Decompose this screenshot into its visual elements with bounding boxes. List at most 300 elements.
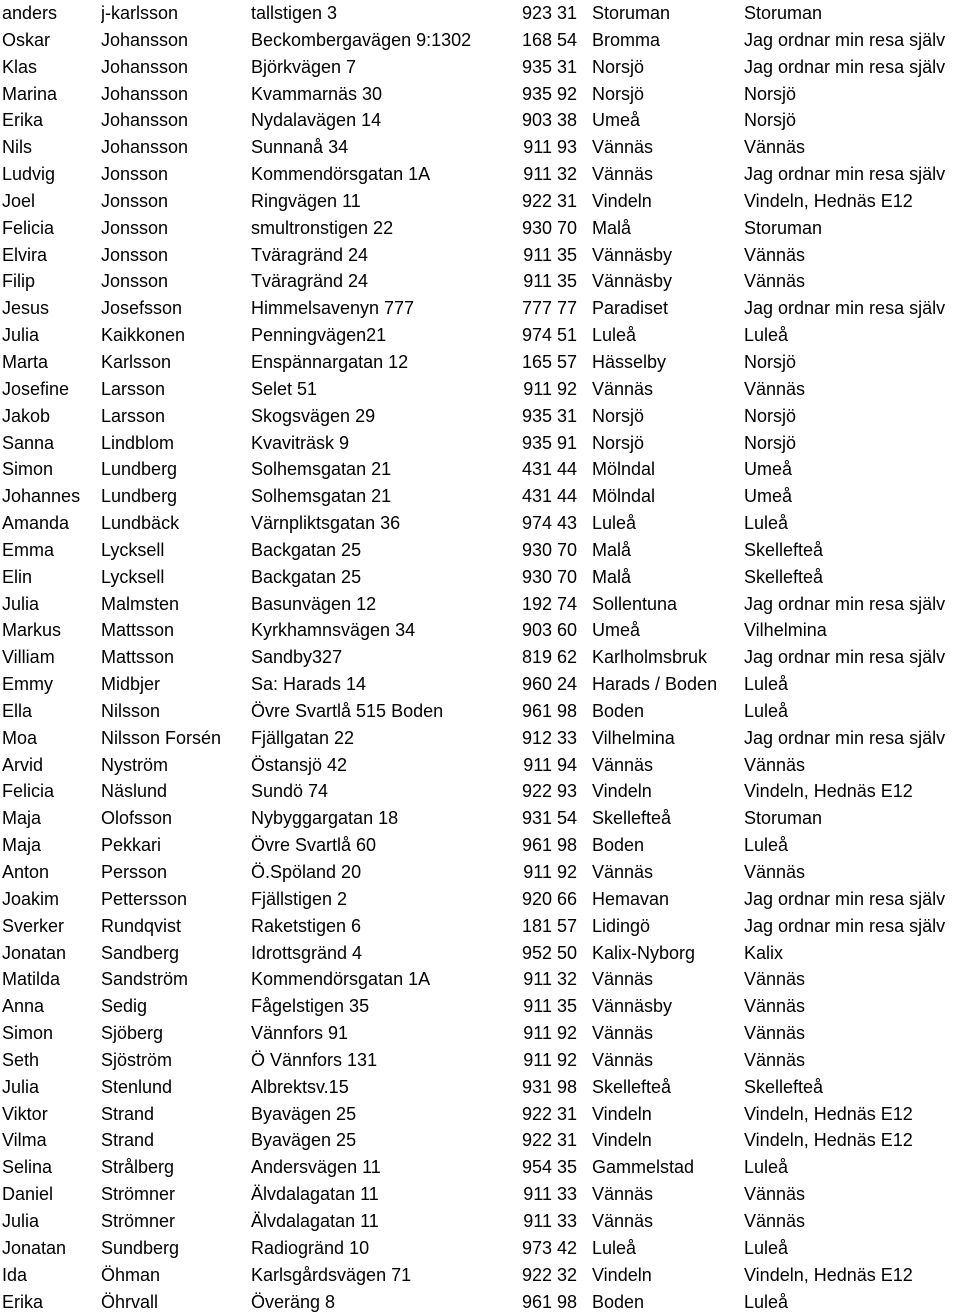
destination-cell: Luleå bbox=[744, 322, 960, 349]
address-cell: Basunvägen 12 bbox=[251, 591, 503, 618]
table-row bbox=[0, 215, 960, 242]
destination-cell: Luleå bbox=[744, 1235, 960, 1262]
postal-code-cell: 922 31 bbox=[503, 1101, 588, 1128]
first-name-cell: Josefine bbox=[0, 376, 101, 403]
address-cell: tallstigen 3 bbox=[251, 0, 503, 27]
first-name-cell: Amanda bbox=[0, 510, 101, 537]
city-cell: Storuman bbox=[588, 0, 744, 27]
postal-code-cell: 931 98 bbox=[503, 1074, 588, 1101]
table-row bbox=[0, 886, 960, 913]
destination-cell: Jag ordnar min resa själv bbox=[744, 913, 960, 940]
postal-code-cell: 192 74 bbox=[503, 591, 588, 618]
last-name-cell: Nyström bbox=[101, 752, 251, 779]
destination-cell: Storuman bbox=[744, 215, 960, 242]
destination-cell: Skellefteå bbox=[744, 564, 960, 591]
destination-cell: Vännäs bbox=[744, 242, 960, 269]
last-name-cell: Sandberg bbox=[101, 940, 251, 967]
postal-code-cell: 912 33 bbox=[503, 725, 588, 752]
first-name-cell: Daniel bbox=[0, 1181, 101, 1208]
first-name-cell: Emmy bbox=[0, 671, 101, 698]
table-row bbox=[0, 993, 960, 1020]
postal-code-cell: 974 43 bbox=[503, 510, 588, 537]
postal-code-cell: 911 32 bbox=[503, 161, 588, 188]
city-cell: Vännäs bbox=[588, 1181, 744, 1208]
destination-cell: Norsjö bbox=[744, 81, 960, 108]
address-cell: Solhemsgatan 21 bbox=[251, 456, 503, 483]
address-cell: Sunnanå 34 bbox=[251, 134, 503, 161]
city-cell: Skellefteå bbox=[588, 805, 744, 832]
address-cell: Tväragränd 24 bbox=[251, 242, 503, 269]
destination-cell: Luleå bbox=[744, 1289, 960, 1315]
destination-cell: Jag ordnar min resa själv bbox=[744, 725, 960, 752]
address-cell: Raketstigen 6 bbox=[251, 913, 503, 940]
last-name-cell: Öhrvall bbox=[101, 1289, 251, 1315]
first-name-cell: Villiam bbox=[0, 644, 101, 671]
postal-code-cell: 935 31 bbox=[503, 403, 588, 430]
first-name-cell: Anton bbox=[0, 859, 101, 886]
city-cell: Sollentuna bbox=[588, 591, 744, 618]
table-row bbox=[0, 403, 960, 430]
address-cell: Fågelstigen 35 bbox=[251, 993, 503, 1020]
address-cell: Ö.Spöland 20 bbox=[251, 859, 503, 886]
first-name-cell: Johannes bbox=[0, 483, 101, 510]
destination-cell: Vännäs bbox=[744, 1047, 960, 1074]
postal-code-cell: 911 92 bbox=[503, 376, 588, 403]
table-row bbox=[0, 0, 960, 27]
first-name-cell: Julia bbox=[0, 1208, 101, 1235]
table-row bbox=[0, 1235, 960, 1262]
table-row bbox=[0, 671, 960, 698]
postal-code-cell: 911 92 bbox=[503, 1047, 588, 1074]
last-name-cell: Jonsson bbox=[101, 242, 251, 269]
table-row bbox=[0, 1020, 960, 1047]
postal-code-cell: 911 93 bbox=[503, 134, 588, 161]
last-name-cell: Johansson bbox=[101, 134, 251, 161]
address-cell: Kommendörsgatan 1A bbox=[251, 966, 503, 993]
destination-cell: Vilhelmina bbox=[744, 617, 960, 644]
table-row bbox=[0, 107, 960, 134]
address-cell: Sa: Harads 14 bbox=[251, 671, 503, 698]
city-cell: Vännäs bbox=[588, 1020, 744, 1047]
address-cell: Andersvägen 11 bbox=[251, 1154, 503, 1181]
address-cell: Karlsgårdsvägen 71 bbox=[251, 1262, 503, 1289]
postal-code-cell: 819 62 bbox=[503, 644, 588, 671]
postal-code-cell: 961 98 bbox=[503, 1289, 588, 1315]
first-name-cell: Arvid bbox=[0, 752, 101, 779]
table-row bbox=[0, 188, 960, 215]
city-cell: Malå bbox=[588, 215, 744, 242]
last-name-cell: Strand bbox=[101, 1127, 251, 1154]
table-row bbox=[0, 161, 960, 188]
table-row bbox=[0, 698, 960, 725]
last-name-cell: Midbjer bbox=[101, 671, 251, 698]
postal-code-cell: 911 94 bbox=[503, 752, 588, 779]
first-name-cell: Simon bbox=[0, 1020, 101, 1047]
table-row bbox=[0, 644, 960, 671]
last-name-cell: Rundqvist bbox=[101, 913, 251, 940]
table-row bbox=[0, 564, 960, 591]
address-cell: Byavägen 25 bbox=[251, 1127, 503, 1154]
city-cell: Vännäsby bbox=[588, 268, 744, 295]
address-cell: Backgatan 25 bbox=[251, 564, 503, 591]
destination-cell: Umeå bbox=[744, 483, 960, 510]
city-cell: Vännäs bbox=[588, 161, 744, 188]
destination-cell: Norsjö bbox=[744, 349, 960, 376]
last-name-cell: Mattsson bbox=[101, 644, 251, 671]
table-row bbox=[0, 1127, 960, 1154]
address-cell: Tväragränd 24 bbox=[251, 268, 503, 295]
city-cell: Vilhelmina bbox=[588, 725, 744, 752]
table-row bbox=[0, 456, 960, 483]
first-name-cell: Maja bbox=[0, 832, 101, 859]
address-cell: Ringvägen 11 bbox=[251, 188, 503, 215]
destination-cell: Jag ordnar min resa själv bbox=[744, 886, 960, 913]
city-cell: Malå bbox=[588, 537, 744, 564]
first-name-cell: Erika bbox=[0, 107, 101, 134]
destination-cell: Vännäs bbox=[744, 376, 960, 403]
city-cell: Hässelby bbox=[588, 349, 744, 376]
last-name-cell: Strand bbox=[101, 1101, 251, 1128]
destination-cell: Jag ordnar min resa själv bbox=[744, 644, 960, 671]
city-cell: Vindeln bbox=[588, 1127, 744, 1154]
last-name-cell: Öhman bbox=[101, 1262, 251, 1289]
last-name-cell: Sundberg bbox=[101, 1235, 251, 1262]
destination-cell: Umeå bbox=[744, 456, 960, 483]
city-cell: Mölndal bbox=[588, 456, 744, 483]
postal-code-cell: 930 70 bbox=[503, 215, 588, 242]
destination-cell: Luleå bbox=[744, 1154, 960, 1181]
table-row bbox=[0, 1181, 960, 1208]
first-name-cell: Julia bbox=[0, 322, 101, 349]
city-cell: Mölndal bbox=[588, 483, 744, 510]
postal-code-cell: 954 35 bbox=[503, 1154, 588, 1181]
last-name-cell: Strålberg bbox=[101, 1154, 251, 1181]
postal-code-cell: 911 33 bbox=[503, 1208, 588, 1235]
first-name-cell: Markus bbox=[0, 617, 101, 644]
destination-cell: Norsjö bbox=[744, 107, 960, 134]
destination-cell: Vindeln, Hednäs E12 bbox=[744, 1262, 960, 1289]
last-name-cell: Lindblom bbox=[101, 430, 251, 457]
city-cell: Vännäs bbox=[588, 752, 744, 779]
first-name-cell: Emma bbox=[0, 537, 101, 564]
postal-code-cell: 911 35 bbox=[503, 242, 588, 269]
last-name-cell: Lycksell bbox=[101, 537, 251, 564]
first-name-cell: Klas bbox=[0, 54, 101, 81]
first-name-cell: Selina bbox=[0, 1154, 101, 1181]
first-name-cell: Oskar bbox=[0, 27, 101, 54]
table-row bbox=[0, 54, 960, 81]
postal-code-cell: 935 31 bbox=[503, 54, 588, 81]
destination-cell: Luleå bbox=[744, 698, 960, 725]
city-cell: Gammelstad bbox=[588, 1154, 744, 1181]
address-cell: Sandby327 bbox=[251, 644, 503, 671]
postal-code-cell: 920 66 bbox=[503, 886, 588, 913]
table-row bbox=[0, 966, 960, 993]
postal-code-cell: 777 77 bbox=[503, 295, 588, 322]
city-cell: Vännäs bbox=[588, 859, 744, 886]
postal-code-cell: 930 70 bbox=[503, 537, 588, 564]
postal-code-cell: 911 33 bbox=[503, 1181, 588, 1208]
table-row bbox=[0, 510, 960, 537]
city-cell: Norsjö bbox=[588, 54, 744, 81]
last-name-cell: Larsson bbox=[101, 403, 251, 430]
address-cell: Ö Vännfors 131 bbox=[251, 1047, 503, 1074]
postal-code-cell: 960 24 bbox=[503, 671, 588, 698]
first-name-cell: Jakob bbox=[0, 403, 101, 430]
city-cell: Vännäs bbox=[588, 134, 744, 161]
first-name-cell: Erika bbox=[0, 1289, 101, 1315]
city-cell: Vännäsby bbox=[588, 993, 744, 1020]
first-name-cell: Joakim bbox=[0, 886, 101, 913]
table-row bbox=[0, 778, 960, 805]
destination-cell: Jag ordnar min resa själv bbox=[744, 27, 960, 54]
first-name-cell: Jonatan bbox=[0, 1235, 101, 1262]
last-name-cell: Lundbäck bbox=[101, 510, 251, 537]
city-cell: Malå bbox=[588, 564, 744, 591]
first-name-cell: Julia bbox=[0, 1074, 101, 1101]
address-cell: smultronstigen 22 bbox=[251, 215, 503, 242]
postal-code-cell: 922 32 bbox=[503, 1262, 588, 1289]
first-name-cell: Viktor bbox=[0, 1101, 101, 1128]
postal-code-cell: 930 70 bbox=[503, 564, 588, 591]
first-name-cell: Seth bbox=[0, 1047, 101, 1074]
table-row bbox=[0, 617, 960, 644]
table-row bbox=[0, 832, 960, 859]
destination-cell: Skellefteå bbox=[744, 1074, 960, 1101]
last-name-cell: Karlsson bbox=[101, 349, 251, 376]
table-row bbox=[0, 591, 960, 618]
address-cell: Kommendörsgatan 1A bbox=[251, 161, 503, 188]
city-cell: Norsjö bbox=[588, 430, 744, 457]
destination-cell: Luleå bbox=[744, 510, 960, 537]
destination-cell: Vännäs bbox=[744, 268, 960, 295]
postal-code-cell: 923 31 bbox=[503, 0, 588, 27]
address-cell: Övre Svartlå 515 Boden bbox=[251, 698, 503, 725]
postal-code-cell: 165 57 bbox=[503, 349, 588, 376]
address-cell: Kvaviträsk 9 bbox=[251, 430, 503, 457]
first-name-cell: Sanna bbox=[0, 430, 101, 457]
table-row bbox=[0, 537, 960, 564]
last-name-cell: Persson bbox=[101, 859, 251, 886]
postal-code-cell: 431 44 bbox=[503, 483, 588, 510]
last-name-cell: Jonsson bbox=[101, 215, 251, 242]
destination-cell: Vännäs bbox=[744, 1208, 960, 1235]
table-row bbox=[0, 1154, 960, 1181]
city-cell: Umeå bbox=[588, 107, 744, 134]
destination-cell: Vindeln, Hednäs E12 bbox=[744, 778, 960, 805]
last-name-cell: Sandström bbox=[101, 966, 251, 993]
last-name-cell: Pekkari bbox=[101, 832, 251, 859]
table-row bbox=[0, 242, 960, 269]
city-cell: Hemavan bbox=[588, 886, 744, 913]
address-cell: Penningvägen21 bbox=[251, 322, 503, 349]
address-cell: Älvdalagatan 11 bbox=[251, 1208, 503, 1235]
address-cell: Albrektsv.15 bbox=[251, 1074, 503, 1101]
city-cell: Luleå bbox=[588, 510, 744, 537]
postal-code-cell: 952 50 bbox=[503, 940, 588, 967]
city-cell: Bromma bbox=[588, 27, 744, 54]
address-cell: Fjällgatan 22 bbox=[251, 725, 503, 752]
postal-code-cell: 911 92 bbox=[503, 859, 588, 886]
table-row bbox=[0, 349, 960, 376]
address-cell: Enspännargatan 12 bbox=[251, 349, 503, 376]
first-name-cell: Joel bbox=[0, 188, 101, 215]
table-row bbox=[0, 940, 960, 967]
table-row bbox=[0, 483, 960, 510]
city-cell: Skellefteå bbox=[588, 1074, 744, 1101]
last-name-cell: Johansson bbox=[101, 27, 251, 54]
destination-cell: Vännäs bbox=[744, 859, 960, 886]
postal-code-cell: 431 44 bbox=[503, 456, 588, 483]
city-cell: Vindeln bbox=[588, 1101, 744, 1128]
postal-code-cell: 961 98 bbox=[503, 698, 588, 725]
address-cell: Beckombergavägen 9:1302 bbox=[251, 27, 503, 54]
last-name-cell: Lundberg bbox=[101, 456, 251, 483]
address-cell: Byavägen 25 bbox=[251, 1101, 503, 1128]
address-cell: Nybyggargatan 18 bbox=[251, 805, 503, 832]
last-name-cell: Lundberg bbox=[101, 483, 251, 510]
postal-code-cell: 961 98 bbox=[503, 832, 588, 859]
last-name-cell: Näslund bbox=[101, 778, 251, 805]
destination-cell: Vännäs bbox=[744, 993, 960, 1020]
city-cell: Luleå bbox=[588, 1235, 744, 1262]
address-cell: Skogsvägen 29 bbox=[251, 403, 503, 430]
address-cell: Björkvägen 7 bbox=[251, 54, 503, 81]
city-cell: Umeå bbox=[588, 617, 744, 644]
first-name-cell: Felicia bbox=[0, 215, 101, 242]
postal-code-cell: 922 31 bbox=[503, 188, 588, 215]
city-cell: Vännäsby bbox=[588, 242, 744, 269]
last-name-cell: Nilsson Forsén bbox=[101, 725, 251, 752]
first-name-cell: Elvira bbox=[0, 242, 101, 269]
destination-cell: Norsjö bbox=[744, 403, 960, 430]
table-row bbox=[0, 805, 960, 832]
last-name-cell: Sedig bbox=[101, 993, 251, 1020]
table-row bbox=[0, 134, 960, 161]
address-cell: Idrottsgränd 4 bbox=[251, 940, 503, 967]
postal-code-cell: 935 91 bbox=[503, 430, 588, 457]
city-cell: Karlholmsbruk bbox=[588, 644, 744, 671]
city-cell: Paradiset bbox=[588, 295, 744, 322]
first-name-cell: Elin bbox=[0, 564, 101, 591]
city-cell: Kalix-Nyborg bbox=[588, 940, 744, 967]
first-name-cell: Ida bbox=[0, 1262, 101, 1289]
last-name-cell: Johansson bbox=[101, 54, 251, 81]
destination-cell: Vännäs bbox=[744, 1181, 960, 1208]
table-row bbox=[0, 913, 960, 940]
first-name-cell: Marta bbox=[0, 349, 101, 376]
city-cell: Norsjö bbox=[588, 81, 744, 108]
city-cell: Vännäs bbox=[588, 376, 744, 403]
destination-cell: Skellefteå bbox=[744, 537, 960, 564]
destination-cell: Storuman bbox=[744, 805, 960, 832]
table-row bbox=[0, 1047, 960, 1074]
city-cell: Boden bbox=[588, 832, 744, 859]
last-name-cell: Josefsson bbox=[101, 295, 251, 322]
first-name-cell: Moa bbox=[0, 725, 101, 752]
destination-cell: Luleå bbox=[744, 671, 960, 698]
postal-code-cell: 911 92 bbox=[503, 1020, 588, 1047]
city-cell: Vännäs bbox=[588, 1047, 744, 1074]
destination-cell: Kalix bbox=[744, 940, 960, 967]
postal-code-cell: 911 35 bbox=[503, 993, 588, 1020]
first-name-cell: Filip bbox=[0, 268, 101, 295]
table-row bbox=[0, 376, 960, 403]
first-name-cell: Felicia bbox=[0, 778, 101, 805]
destination-cell: Storuman bbox=[744, 0, 960, 27]
postal-code-cell: 973 42 bbox=[503, 1235, 588, 1262]
address-cell: Älvdalagatan 11 bbox=[251, 1181, 503, 1208]
city-cell: Vännäs bbox=[588, 1208, 744, 1235]
postal-code-cell: 911 32 bbox=[503, 966, 588, 993]
last-name-cell: Johansson bbox=[101, 81, 251, 108]
table-row bbox=[0, 322, 960, 349]
address-cell: Sundö 74 bbox=[251, 778, 503, 805]
city-cell: Vindeln bbox=[588, 1262, 744, 1289]
destination-cell: Jag ordnar min resa själv bbox=[744, 295, 960, 322]
address-cell: Övre Svartlå 60 bbox=[251, 832, 503, 859]
first-name-cell: Sverker bbox=[0, 913, 101, 940]
postal-code-cell: 922 31 bbox=[503, 1127, 588, 1154]
postal-code-cell: 974 51 bbox=[503, 322, 588, 349]
city-cell: Vindeln bbox=[588, 188, 744, 215]
last-name-cell: Larsson bbox=[101, 376, 251, 403]
address-cell: Överäng 8 bbox=[251, 1289, 503, 1315]
table-row bbox=[0, 859, 960, 886]
address-cell: Kyrkhamnsvägen 34 bbox=[251, 617, 503, 644]
first-name-cell: Jonatan bbox=[0, 940, 101, 967]
last-name-cell: Olofsson bbox=[101, 805, 251, 832]
city-cell: Vindeln bbox=[588, 778, 744, 805]
last-name-cell: Jonsson bbox=[101, 188, 251, 215]
destination-cell: Vindeln, Hednäs E12 bbox=[744, 1101, 960, 1128]
first-name-cell: Vilma bbox=[0, 1127, 101, 1154]
address-cell: Fjällstigen 2 bbox=[251, 886, 503, 913]
last-name-cell: Malmsten bbox=[101, 591, 251, 618]
postal-code-cell: 168 54 bbox=[503, 27, 588, 54]
postal-code-cell: 903 38 bbox=[503, 107, 588, 134]
address-cell: Nydalavägen 14 bbox=[251, 107, 503, 134]
last-name-cell: j-karlsson bbox=[101, 0, 251, 27]
city-cell: Lidingö bbox=[588, 913, 744, 940]
address-cell: Selet 51 bbox=[251, 376, 503, 403]
table-row bbox=[0, 1289, 960, 1315]
destination-cell: Jag ordnar min resa själv bbox=[744, 161, 960, 188]
first-name-cell: Ella bbox=[0, 698, 101, 725]
postal-code-cell: 903 60 bbox=[503, 617, 588, 644]
table-row bbox=[0, 1101, 960, 1128]
destination-cell: Vännäs bbox=[744, 134, 960, 161]
postal-code-cell: 922 93 bbox=[503, 778, 588, 805]
address-cell: Östansjö 42 bbox=[251, 752, 503, 779]
destination-cell: Vännäs bbox=[744, 966, 960, 993]
table-row bbox=[0, 752, 960, 779]
postal-code-cell: 935 92 bbox=[503, 81, 588, 108]
address-cell: Vännfors 91 bbox=[251, 1020, 503, 1047]
table-row bbox=[0, 81, 960, 108]
last-name-cell: Jonsson bbox=[101, 268, 251, 295]
first-name-cell: Anna bbox=[0, 993, 101, 1020]
destination-cell: Vindeln, Hednäs E12 bbox=[744, 1127, 960, 1154]
table-row bbox=[0, 725, 960, 752]
table-row bbox=[0, 1074, 960, 1101]
city-cell: Boden bbox=[588, 698, 744, 725]
postal-code-cell: 911 35 bbox=[503, 268, 588, 295]
last-name-cell: Nilsson bbox=[101, 698, 251, 725]
last-name-cell: Strömner bbox=[101, 1208, 251, 1235]
city-cell: Norsjö bbox=[588, 403, 744, 430]
first-name-cell: Marina bbox=[0, 81, 101, 108]
